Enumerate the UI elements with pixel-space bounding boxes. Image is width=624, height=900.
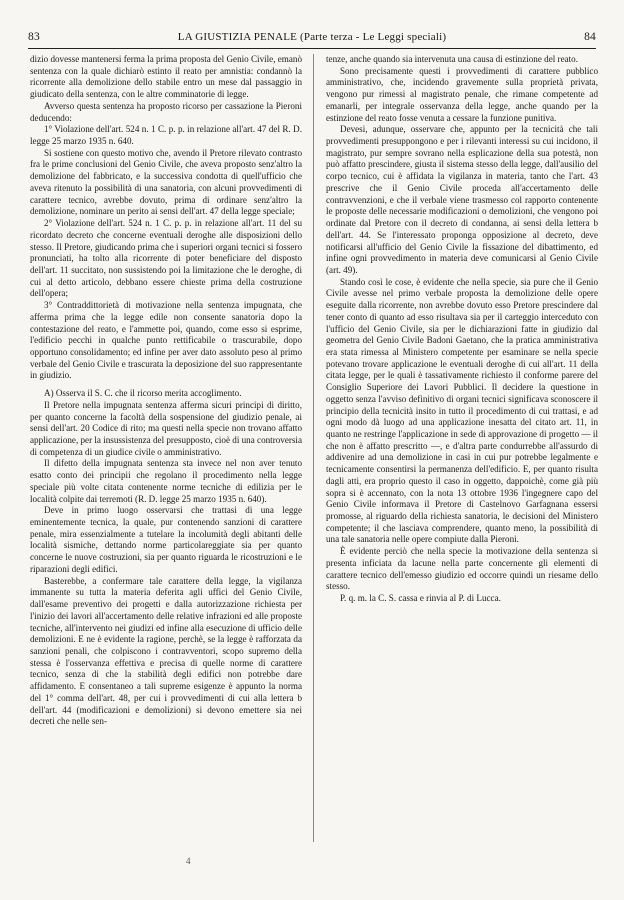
page-header xyxy=(28,28,596,46)
paragraph: Il Pretore nella impugnata sentenza afferma sicuri principi di diritto, per quanto concerne la facoltà della sospensione del giudizio penale, ai sensi dell'art. 20 Codice di rito; ma questi nella specie non trovano affatto applicazione, per la insussistenza del presupposto, cioè di una controversia di competenza di un giudice civile o amministrativo. xyxy=(30,399,302,457)
paragraph: Deve in primo luogo osservarsi che trattasi di una legge eminentemente tecnica, la quale, pur contenendo sanzioni di carattere penale, mira essenzialmente a tutelare la incolumità degli abitanti delle località sismiche, dettando norme particolareggiate sia per quanto concerne le nuove costruzioni, sia per quanto riguarda le ricostruzioni e le riparazioni degli edifici. xyxy=(30,505,302,574)
paragraph: 3° Contraddittorietà di motivazione nella sentenza impugnata, che afferma prima che la legge edile non consente sanatoria dopo la contestazione del reato, e l'ammette poi, quando, come esso si esprime, l'edificio pecchi in qualche punto rettificabile o trascurabile, dopo opportuno consolidamento; ed infine per aver dato assoluto peso al primo verbale del Genio Civile e trascurata la deposizione del suo rappresentante in giudizio. xyxy=(30,300,302,381)
paragraph: 2° Violazione dell'art. 524 n. 1 C. p. p. in relazione all'art. 11 del su ricordato decreto che concerne eventuali deroghe alle disposizioni dello stesso. Il Pretore, giudicando prima che i superiori organi tecnici si fossero pronunciati, ha tolto alla ricorrente di poter beneficiare del disposto dell'art. 11 succitato, non sussistendo poi la limitazione che le deroghe, di cui al detto articolo, debbano essere chieste prima della costruzione dell'opera; xyxy=(30,218,302,299)
paragraph: Devesi, adunque, osservare che, appunto per la tecnicità che tali provvedimenti presuppongono e per i rilevanti interessi su cui incidono, il magistrato, pur sempre sovrano nella esplicazione della sua potestà, non può affatto prescindere, giusta il sistema stesso della legge, dall'ausilio del corpo tecnico, cui è affidata la vigilanza in materia, tanto che l'art. 43 prescrive che il Genio Civile proceda all'accertamento delle contravvenzioni, e che il verbale viene trasmesso col rapporto contenente le proposte delle necessarie modificazioni o demolizioni, che vengono poi ordinate dal Pretore con il decreto di condanna, ai sensi della lettera b dell'art. 44. Se l'interessato proponga opposizione al decreto, deve notificarsi all'ufficio del Genio Civile la fissazione del dibattimento, ed infine ogni provvedimento in materia deve comunicarsi al Genio Civile (art. 49). xyxy=(326,124,598,275)
paragraph: Stando così le cose, è evidente che nella specie, sia pure che il Genio Civile avesse nel primo verbale proposta la demolizione delle opere eseguite dalla ricorrente, non avrebbe dovuto esso Pretore prescindere dal tener conto di quanto ad esso risultava sia per il carteggio interceduto con l'ufficio del Genio Civile, sia per le dichiarazioni fatte in giudizio dal geometra del Genio Civile Badoni Gaetano, che la pratica amministrativa era stata rimessa al Ministero competente per esaminare se nella specie potevano trovare applicazione le eventuali deroghe di cui all'art. 11 della citata legge, per le quali è tassativamente richiesto il conforme parere del Consiglio Superiore dei Lavori Pubblici. Il decidere la questione in oggetto senza l'avviso definitivo di organi tecnici significava sconoscere il principio della tecnicità insito in tutto il procedimento di cui trattasi, e ad ogni modo dà luogo ad una applicazione inesatta del citato art. 11, in quanto ne restringe l'applicazione in sede di approvazione di progetto — il che non è affatto prescritto —, e d'altra parte condurrebbe all'assurdo di addivenire ad una demolizione in casi in cui pur potrebbe legalmente e tecnicamente consentirsi la permanenza dell'edificio. E, per quanto risulta dagli atti, era proprio questo il caso in oggetto, dappoichè, come già più sopra si è accennato, con la nota 13 ottobre 1936 l'ingegnere capo del Genio Civile informava il Pretore di Castelnovo Garfagnana essersi promosse, al riguardo della richiesta sanatoria, le decisioni del Ministero competente; il che lasciava comprendere, quanto meno, la possibilità di una tale sanatoria nelle opere compiute dalla Pieroni. xyxy=(326,276,598,545)
right-page-number: 84 xyxy=(584,31,596,43)
header-rule xyxy=(28,48,596,49)
column-divider xyxy=(313,54,314,842)
right-column xyxy=(326,54,598,605)
paragraph: tenze, anche quando sia intervenuta una causa di estinzione del reato. xyxy=(326,54,578,64)
running-title: LA GIUSTIZIA PENALE (Parte terza - Le Leggi speciali) xyxy=(177,31,447,43)
paragraph: Avverso questa sentenza ha proposto ricorso per cassazione la Pieroni deducendo: xyxy=(30,100,302,123)
left-column xyxy=(30,54,302,728)
paragraph: P. q. m. la C. S. cassa e rinvia al P. di Lucca. xyxy=(340,593,501,604)
paragraph: Il difetto della impugnata sentenza sta invece nel non aver tenuto esatto conto dei principii che regolano il procedimento nella legge speciale più volte citata contenente norme tecniche di edilizia per le località colpite dai terremoti (R. D. legge 25 marzo 1935 n. 640). xyxy=(30,458,302,504)
paragraph: Sono precisamente questi i provvedimenti di carattere pubblico amministrativo, che, incidendo gravemente sulla proprietà privata, vengono pur rimessi al magistrato penale, che rimane competente ad emanarli, per integrale osservanza della legge, anche quando per la estinzione del reato fosse venuta a cessare la funzione punitiva. xyxy=(326,65,598,123)
paragraph: Basterebbe, a confermare tale carattere della legge, la vigilanza immanente su tutta la materia deferita agli uffici del Genio Civile, dall'esame preventivo dei progetti e dalla autorizzazione richiesta per l'inizio dei lavori all'accertamento delle relative infrazioni ed alle proposte tecniche, all'intervento nei giudizi ed infine alla esecuzione di ufficio delle demolizioni. E ne è evidente la ragione, perchè, se la legge è rafforzata da sanzioni penali, che colpiscono i contravventori, scopo supremo della stessa è l'osservanza effettiva e precisa di quelle norme di carattere tecnico, senza di che la stabilità degli edifici non potrebbe dare affidamento. E consentaneo a tali supreme esigenze è appunto la norma del 1° comma dell'art. 48, per cui i provvedimenti di cui alla lettera b dell'art. 44 (modificazioni e demolizioni) si devono emettere sia nei decreti che nelle sen- xyxy=(30,575,302,727)
left-page-number: 83 xyxy=(28,31,40,43)
footer-mark: 4 xyxy=(186,856,191,866)
paragraph: 1° Violazione dell'art. 524 n. 1 C. p. p. in relazione all'art. 47 del R. D. legge 25 marzo 1935 n. 640. xyxy=(30,124,302,147)
paragraph: È evidente perciò che nella specie la motivazione della sentenza si presenta inficiata da lacune nella parte concernente gli elementi di carattere tecnico dell'emesso giudizio ed occorre quindi un riesame dello stesso. xyxy=(326,546,598,592)
paragraph: A) Osserva il S. C. che il ricorso merita accoglimento. xyxy=(44,388,242,399)
paragraph: dizio dovesse mantenersi ferma la prima proposta del Genio Civile, emanò sentenza con la quale dichiarò estinto il reato per amnistia: condannò la ricorrente alla demolizione dello stabile entro un mese dal passaggio in giudicato della sentenza, con le altre comminatorie di legge. xyxy=(30,54,302,100)
paragraph: Si sostiene con questo motivo che, avendo il Pretore rilevato contrasto fra le prime conclusioni del Genio Civile, che aveva proposto senz'altro la demolizione del fabbricato, e la successiva condotta di quell'ufficio che aveva ritenuto la possibilità di una sanatoria, con alcuni provvedimenti di carattere tecnico, avrebbe dovuto, prima di ordinare senz'altro la demolizione, nominare un perito ai sensi dell'art. 47 della legge speciale; xyxy=(30,147,302,217)
